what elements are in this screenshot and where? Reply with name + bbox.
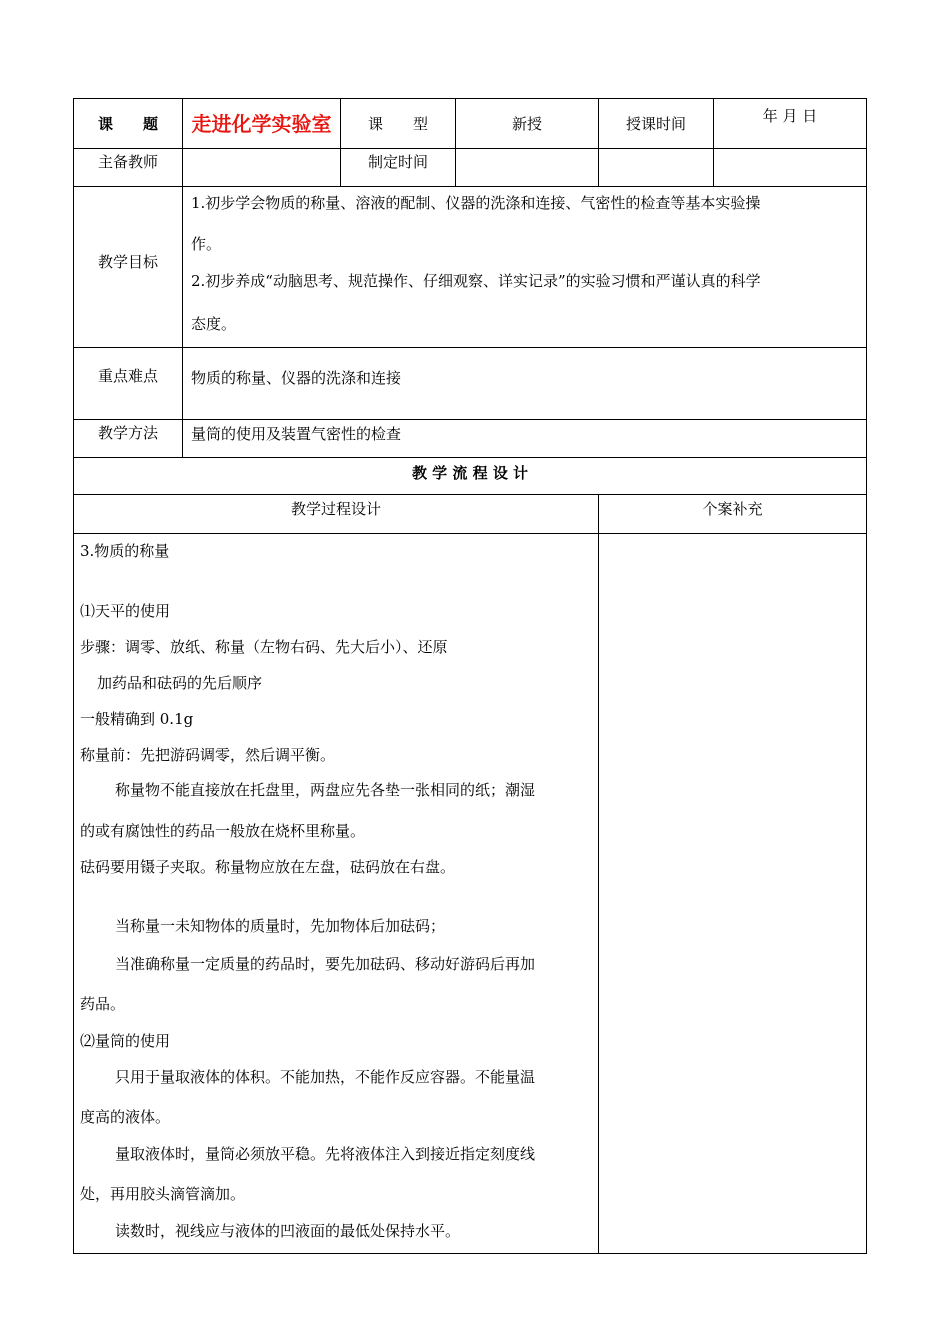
teacher-label: 主备教师 <box>97 153 158 171</box>
goal-text: 2.初步养成“动脑思考、规范操作、仔细观察、详实记录”的实验习惯和严谨认真的科学 <box>191 272 761 290</box>
type-value: 新授 <box>511 114 542 133</box>
col-process-header: 教学过程设计 <box>290 500 381 518</box>
goal-text: 1.初步学会物质的称量、溶液的配制、仪器的洗涤和连接、气密性的检查等基本实验操 <box>191 194 761 212</box>
teacher-value <box>183 149 340 186</box>
content-line: 度高的液体。 <box>80 1108 171 1126</box>
time-value: 年 月 日 <box>762 107 818 125</box>
content-line: 药品。 <box>80 995 126 1013</box>
methods-label: 教学方法 <box>97 424 158 442</box>
content-line: 称量前：先把游码调零，然后调平衡。 <box>80 746 336 764</box>
goals-label: 教学目标 <box>97 253 158 271</box>
goal-text: 作。 <box>191 235 222 253</box>
content-line: 的或有腐蚀性的药品一般放在烧杯里称量。 <box>80 822 366 840</box>
topic-label: 课 题 <box>97 114 158 133</box>
col-supplement-header: 个案补充 <box>702 500 763 518</box>
content-line: 加药品和砝码的先后顺序 <box>97 674 263 692</box>
content-line: 当准确称量一定质量的药品时，要先加砝码、移动好游码后再加 <box>115 955 536 973</box>
content-line: ⑴天平的使用 <box>80 602 171 620</box>
key-points-value: 物质的称量、仪器的洗涤和连接 <box>191 369 402 387</box>
topic-cell <box>183 99 340 148</box>
content-line: 读数时，视线应与液体的凹液面的最低处保持水平。 <box>115 1222 461 1240</box>
content-line: 称量物不能直接放在托盘里，两盘应先各垫一张相同的纸；潮湿 <box>115 781 536 799</box>
content-line: 量取液体时，量筒必须放平稳。先将液体注入到接近指定刻度线 <box>115 1145 536 1163</box>
row-divider <box>73 347 867 348</box>
made-time-value <box>456 149 598 186</box>
methods-value: 量筒的使用及装置气密性的检查 <box>191 425 402 443</box>
topic-title: 走进化学实验室 <box>191 111 332 136</box>
content-line: 砝码要用镊子夹取。称量物应放在左盘，砝码放在右盘。 <box>80 858 456 876</box>
content-line: 只用于量取液体的体积。不能加热，不能作反应容器。不能量温 <box>115 1068 536 1086</box>
table-border-right <box>866 98 867 1254</box>
flow-heading: 教 学 流 程 设 计 <box>411 464 529 482</box>
content-line: 当称量一未知物体的质量时，先加物体后加砝码； <box>115 917 446 935</box>
supplement-cell <box>599 534 866 1253</box>
content-line: 处，再用胶头滴管滴加。 <box>80 1185 246 1203</box>
content-line: ⑵量筒的使用 <box>80 1032 171 1050</box>
content-line: 3.物质的称量 <box>80 542 170 560</box>
content-line: 步骤：调零、放纸、称量（左物右码、先大后小）、还原 <box>80 638 448 656</box>
row-divider <box>73 186 867 187</box>
content-line: 一般精确到 0.1g <box>80 710 194 728</box>
type-label: 课 型 <box>367 114 428 133</box>
made-time-label: 制定时间 <box>367 153 428 171</box>
time-label: 授课时间 <box>625 114 686 133</box>
row-divider <box>73 419 867 420</box>
table-border-bottom <box>73 1253 867 1254</box>
key-points-label: 重点难点 <box>97 367 158 385</box>
goal-text: 态度。 <box>191 315 237 333</box>
